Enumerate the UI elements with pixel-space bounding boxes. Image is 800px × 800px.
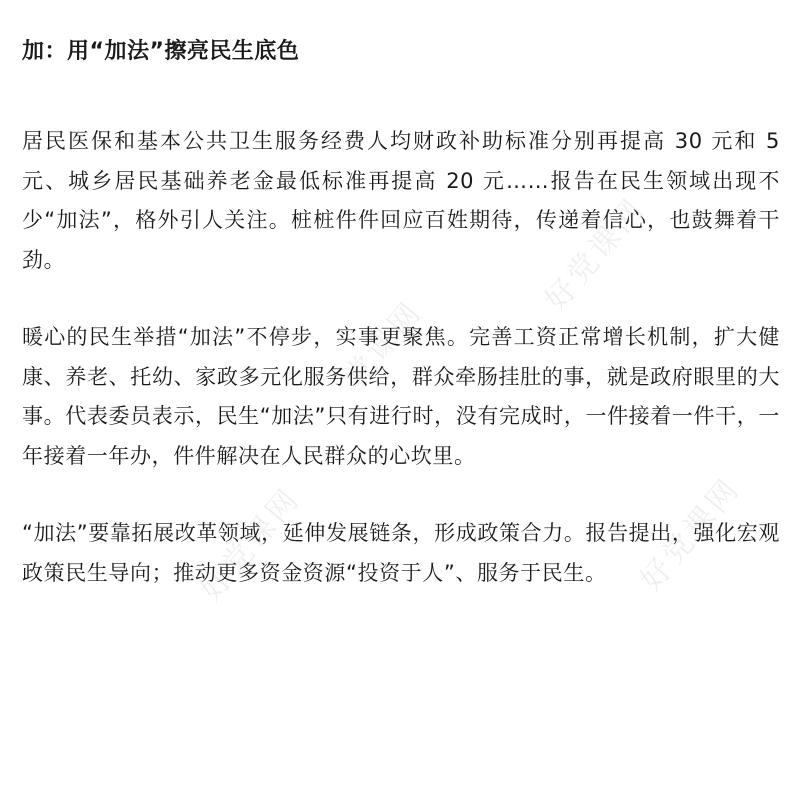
watermark: 党课网: [337, 293, 430, 395]
watermark: 好党课网: [633, 470, 748, 598]
article-paragraph-2: 暖心的民生举措“加法”不停步，实事更聚焦。完善工资正常增长机制，扩大健康、养老、托幼、家政多元化服务供给，群众牵肠挂肚的事，就是政府眼里的大事。代表委员表示，民生“加法”只有进行时，没有完成时，一件接着一件干，一年接着一年办，件件解决在人民群众的心坎里。: [22, 325, 780, 468]
article-paragraph-1: 居民医保和基本公共卫生服务经费人均财政补助标准分别再提高 30 元和 5 元、城乡居民基础养老金最低标准再提高 20 元……报告在民生领域出现不少“加法”，格外引人关注。桩桩件件回应百姓期待，传递着信心，也鼓舞着干劲。: [22, 129, 780, 272]
article-paragraph-3: “加法”要靠拓展改革领域，延伸发展链条，形成政策合力。报告提出，强化宏观政策民生导向；推动更多资金资源“投资于人”、服务于民生。: [22, 521, 780, 585]
watermark: 好党课网: [538, 190, 653, 318]
watermark: 好党课网: [193, 480, 308, 608]
article: [22, 34, 780, 631]
article-title: 加：用“加法”擦亮民生底色: [22, 39, 300, 64]
